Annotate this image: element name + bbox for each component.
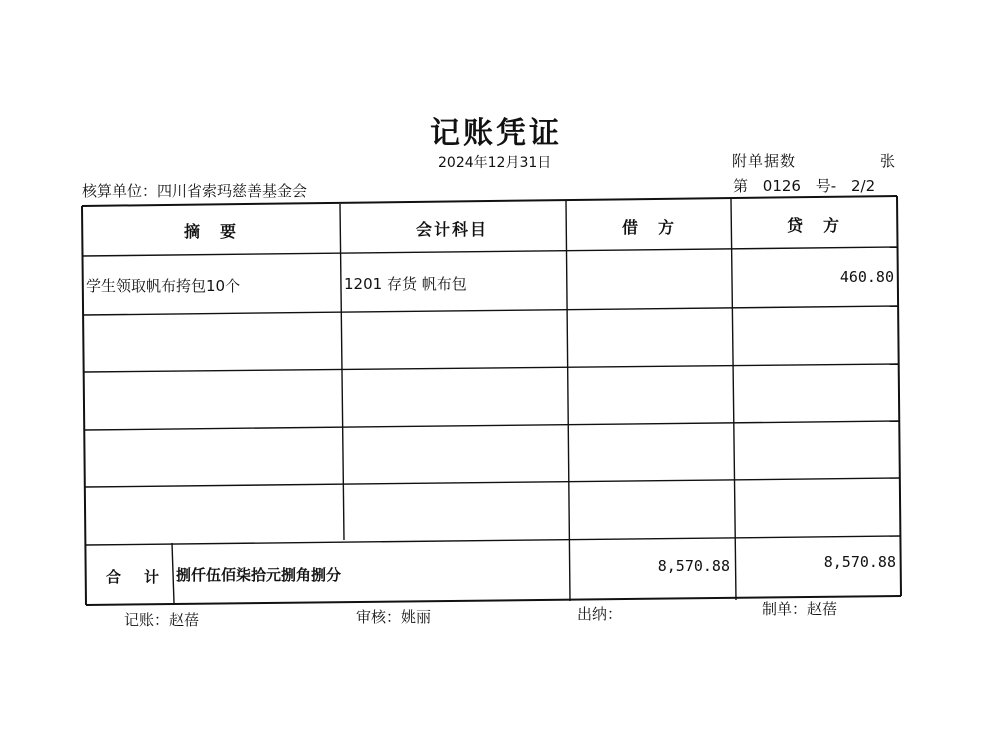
voucher-title: 记账凭证 xyxy=(430,116,562,151)
attachment-count-label: 附单据数 xyxy=(732,152,797,170)
total-debit: 8,570.88 xyxy=(657,557,730,575)
cashier-label: 出纳： xyxy=(577,605,623,623)
total-label: 合 计 xyxy=(106,568,164,586)
total-amount-in-words: 捌仟伍佰柒拾元捌角捌分 xyxy=(176,566,342,584)
header-account: 会计科目 xyxy=(416,220,489,239)
reviewer-label: 审核： xyxy=(356,608,402,626)
row-1-summary: 学生领取帆布挎包10个 xyxy=(86,277,241,295)
bookkeeper-name: 赵蓓 xyxy=(169,611,200,629)
voucher-date: 2024年12月31日 xyxy=(438,155,552,171)
header-summary: 摘 要 xyxy=(184,222,239,241)
reviewer-name: 姚丽 xyxy=(401,608,432,626)
voucher-number-prefix: 第 xyxy=(733,177,749,195)
row-1-account: 1201 存货 帆布包 xyxy=(344,275,467,293)
header-debit: 借 方 xyxy=(622,218,677,237)
preparer-label: 制单： xyxy=(762,600,808,618)
row-1-credit: 460.80 xyxy=(839,268,894,286)
attachment-count-unit: 张 xyxy=(880,152,896,170)
cashier xyxy=(577,603,622,624)
accounting-unit-label: 核算单位： xyxy=(82,182,158,200)
preparer xyxy=(762,598,837,619)
bookkeeper xyxy=(124,609,199,630)
voucher-number-value: 0126 xyxy=(762,177,801,195)
bookkeeper-label: 记账： xyxy=(124,611,170,629)
voucher-number-suffix: 号- xyxy=(815,177,837,195)
header-credit: 贷 方 xyxy=(787,216,842,235)
accounting-unit-value: 四川省索玛慈善基金会 xyxy=(157,182,308,200)
voucher-page: 2/2 xyxy=(850,177,876,195)
preparer-name: 赵蓓 xyxy=(807,600,838,618)
total-credit: 8,570.88 xyxy=(823,553,896,571)
reviewer xyxy=(356,606,431,627)
